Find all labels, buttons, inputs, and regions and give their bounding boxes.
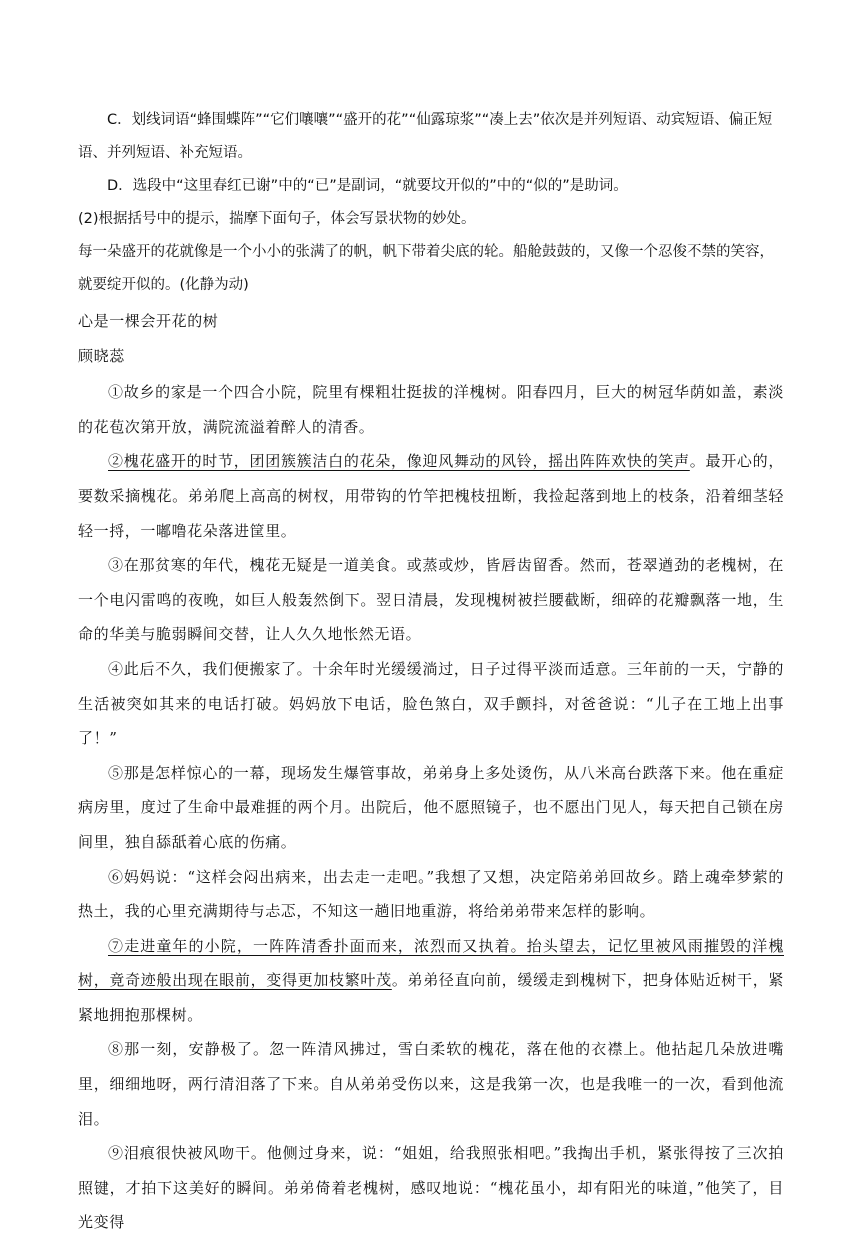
article-title: 心是一棵会开花的树 [78, 312, 219, 330]
question-2-prompt: (2)根据括号中的提示，揣摩下面句子，体会写景状物的妙处。 [78, 211, 476, 227]
option-c-line2: 语、并列短语、补充短语。 [78, 145, 252, 161]
paragraph-3: ③在那贫寒的年代，槐花无疑是一道美食。或蒸或炒，皆唇齿留香。然而，苍翠遒劲的老槐树，在一个电闪雷鸣的夜晚，如巨人般轰然倒下。翌日清晨，发现槐树被拦腰截断，细碎的花瓣飘落一地，生命的华美与脆弱瞬间交替，让人久久地怅然无语。 [78, 556, 784, 644]
paragraph-8: ⑧那一刻，安静极了。忽一阵清风拂过，雪白柔软的槐花，落在他的衣襟上。他拈起几朵放进嘴里，细细地呀，两行清泪落了下来。自从弟弟受伤以来，这是我第一次，也是我唯一的一次，看到他流泪。 [78, 1040, 784, 1128]
paragraph-4: ④此后不久，我们便搬家了。十余年时光缓缓淌过，日子过得平淡而适意。三年前的一天，宁静的生活被突如其来的电话打破。妈妈放下电话，脸色煞白，双手颤抖，对爸爸说：“儿子在工地上出事了！” [78, 659, 784, 748]
article [78, 304, 784, 1240]
question-block [78, 104, 784, 302]
underlined-sentence-7: ⑦走进童年的小院，一阵阵清香扑面而来，浓烈而又执着。抬头望去，记忆里被风雨摧毁的洋槐树，竟奇迹般出现在眼前，变得更加枝繁叶茂 [78, 936, 784, 990]
question-2-sentence: 每一朵盛开的花就像是一个小小的张满了的帆，帆下带着尖底的轮。船舱鼓鼓的，又像一个忍俊不禁的笑容，就要绽开似的。(化静为动) [78, 244, 774, 293]
paragraph-5: ⑤那是怎样惊心的一幕，现场发生爆管事故，弟弟身上多处烫伤，从八米高台跌落下来。他在重症病房里，度过了生命中最难捱的两个月。出院后，他不愿照镜子，也不愿出门见人，每天把自己锁在房间里，独自舔舐着心底的伤痛。 [78, 763, 784, 851]
paragraph-1: ①故乡的家是一个四合小院，院里有棵粗壮挺拔的洋槐树。阳春四月，巨大的树冠华荫如盖，素淡的花苞次第开放，满院流溢着醉人的清香。 [78, 383, 784, 436]
paragraph-9: ⑨泪痕很快被风吻干。他侧过身来，说：“姐姐，给我照张相吧。”我掏出手机，紧张得按了三次拍照键，才拍下这美好的瞬间。弟弟倚着老槐树，感叹地说：“槐花虽小，却有阳光的味道，”他笑了，目光变得 [78, 1144, 784, 1232]
paragraph-2-rest: 。最开心的，要数采摘槐花。弟弟爬上高高的树杈，用带钩的竹竿把槐枝扭断，我捡起落到地上的枝条，沿着细茎轻轻一捋，一嘟噜花朵落进筐里。 [78, 452, 784, 540]
paragraph-7-rest: 。弟弟径直向前，缓缓走到槐树下，把身体贴近树干，紧紧地拥抱那棵树。 [78, 971, 784, 1024]
article-author: 顾晓蕊 [78, 346, 125, 365]
document-page [78, 104, 784, 1240]
option-d: D．选段中“这里春红已谢”中的“已”是副词，“就要坟开似的”中的“似的”是助词。 [107, 178, 628, 194]
option-c [78, 104, 784, 170]
paragraph-7 [78, 929, 784, 1033]
paragraph-6: ⑥妈妈说：“这样会闷出病来，出去走一走吧。”我想了又想，决定陪弟弟回故乡。踏上魂牵梦萦的热土，我的心里充满期待与忐忑，不知这一趟旧地重游，将给弟弟带来怎样的影响。 [78, 867, 784, 921]
underlined-sentence-2: ②槐花盛开的时节，团团簇簇洁白的花朵，像迎风舞动的风铃，摇出阵阵欢快的笑声 [108, 452, 690, 471]
paragraph-2 [78, 444, 784, 548]
option-c-line1: C．划线词语“蜂围蝶阵”“它们嚷嚷”“盛开的花”“仙露琼浆”“凑上去”依次是并列短语、动宾短语、偏正短 [107, 112, 773, 128]
